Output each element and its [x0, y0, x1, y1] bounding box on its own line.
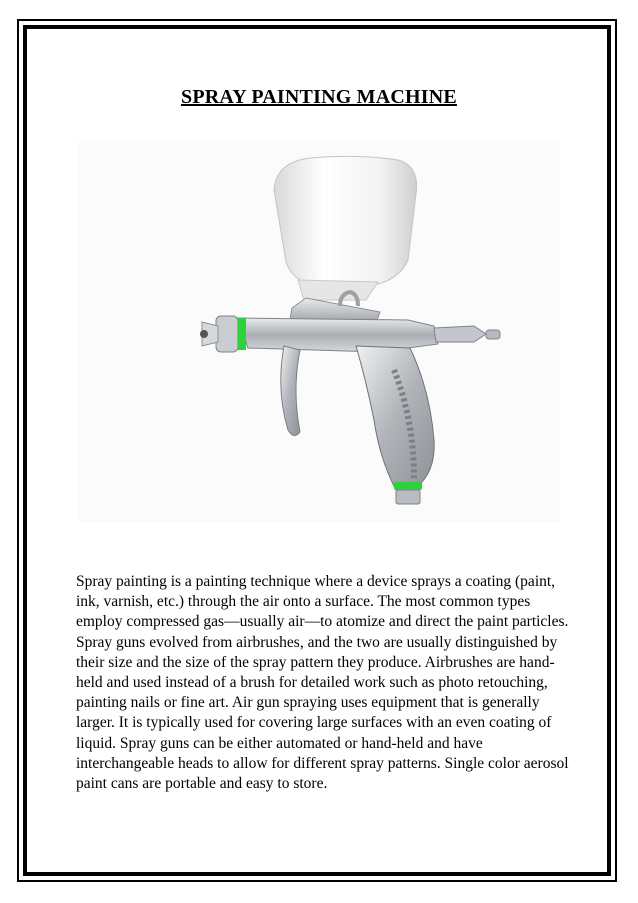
trigger — [281, 346, 300, 436]
paint-cup — [274, 156, 417, 300]
body-paragraph: Spray painting is a painting technique where a device sprays a coating (paint, ink, varnish, etc.) through the air onto a surface. The most common types employ compressed gas—usually air—to atomize and direct the paint particles. Spray guns evolved from airbrushes, and the two are usually distinguished by their size and the size of the spray pattern they produce. Airbrushes are hand-held and used instead of a brush for detailed work such as photo retouching, painting nails or fine art. Air gun spraying uses equipment that is generally larger. It is typically used for covering large surfaces with an even coating of liquid. Spray guns can be either automated or hand-held and have interchangeable heads to allow for different spray patterns. Single color aerosol paint cans are portable and easy to store. — [76, 573, 569, 793]
nozzle — [200, 316, 246, 352]
page-title: SPRAY PAINTING MACHINE — [181, 86, 457, 108]
gun-body — [238, 292, 500, 352]
handle — [356, 346, 434, 504]
spray-gun-image — [78, 140, 560, 522]
